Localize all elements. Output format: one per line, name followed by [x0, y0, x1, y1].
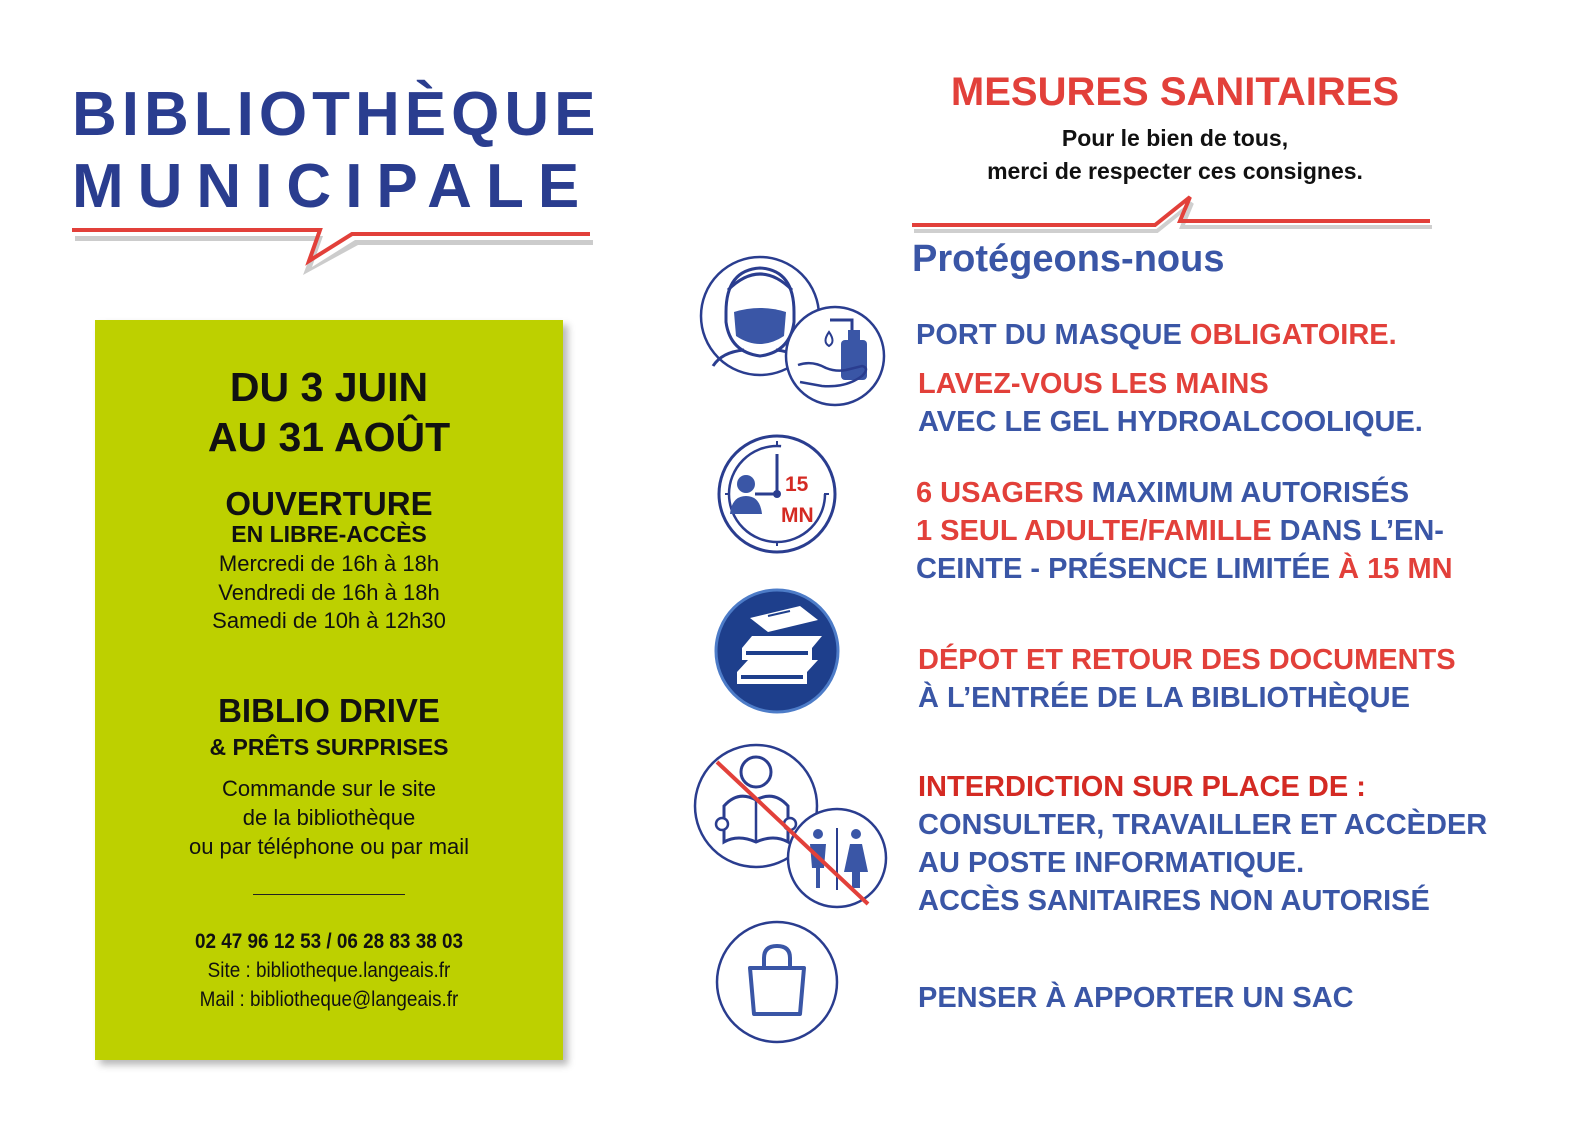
site-link[interactable]: Site : bibliotheque.langeais.fr	[207, 959, 451, 982]
order-line3: ou par téléphone ou par mail	[188, 834, 470, 859]
order-line1: Commande sur le site	[222, 776, 436, 801]
mail-link[interactable]: Mail : bibliotheque@langeais.fr	[199, 988, 459, 1011]
schedule-saturday: Samedi de 10h à 12h30	[212, 608, 446, 633]
measure-wash-line2: AVEC LE GEL HYDROALCOOLIQUE.	[918, 406, 1423, 438]
measure-forbid-line3: ACCÈS SANITAIRES NON AUTORISÉ	[918, 885, 1430, 917]
measures-subtitle-line1: Pour le bien de tous,	[1061, 125, 1289, 151]
measure-forbid-title: INTERDICTION SUR PLACE DE :	[918, 771, 1366, 803]
opening-title: OUVERTURE	[225, 485, 433, 522]
opening-subtitle: EN LIBRE-ACCÈS	[231, 521, 427, 547]
clock-label-15: 15	[785, 473, 809, 496]
drive-title: BIBLIO DRIVE	[218, 692, 440, 729]
schedule-friday: Vendredi de 16h à 18h	[218, 580, 440, 605]
schedule-wednesday: Mercredi de 16h à 18h	[218, 551, 440, 576]
measure-enceinte: CEINTE - PRÉSENCE LIMITÉE À 15 MN	[916, 553, 1453, 585]
measure-deposit-line1: DÉPOT ET RETOUR DES DOCUMENTS	[918, 644, 1456, 676]
order-line2: de la bibliothèque	[242, 805, 416, 830]
measure-adult: 1 SEUL ADULTE/FAMILLE DANS L’EN-	[916, 515, 1444, 547]
date-line2: AU 31 AOÛT	[207, 414, 451, 460]
library-title-line2: MUNICIPALE	[72, 152, 594, 221]
measure-mask: PORT DU MASQUE OBLIGATOIRE.	[916, 319, 1397, 351]
measure-forbid-line1: CONSULTER, TRAVAILLER ET ACCÈDER	[918, 809, 1488, 841]
measure-forbid-line2: AU POSTE INFORMATIQUE.	[918, 847, 1305, 879]
library-title-line1: BIBLIOTHÈQUE	[72, 80, 601, 149]
measures-title: MESURES SANITAIRES	[950, 70, 1400, 114]
phone-numbers[interactable]: 02 47 96 12 53 / 06 28 83 38 03	[194, 930, 463, 953]
measure-bag: PENSER À APPORTER UN SAC	[918, 982, 1354, 1014]
measure-users: 6 USAGERS MAXIMUM AUTORISÉS	[916, 477, 1410, 509]
section-title: Protégeons-nous	[912, 238, 1225, 280]
drive-subtitle: & PRÊTS SURPRISES	[209, 734, 449, 760]
measure-deposit-line2: À L’ENTRÉE DE LA BIBLIOTHÈQUE	[918, 682, 1410, 714]
clock-label-mn: MN	[781, 504, 814, 527]
measure-wash-line1: LAVEZ-VOUS LES MAINS	[918, 368, 1269, 400]
date-line1: DU 3 JUIN	[229, 364, 429, 410]
measures-subtitle-line2: merci de respecter ces consignes.	[987, 158, 1363, 184]
